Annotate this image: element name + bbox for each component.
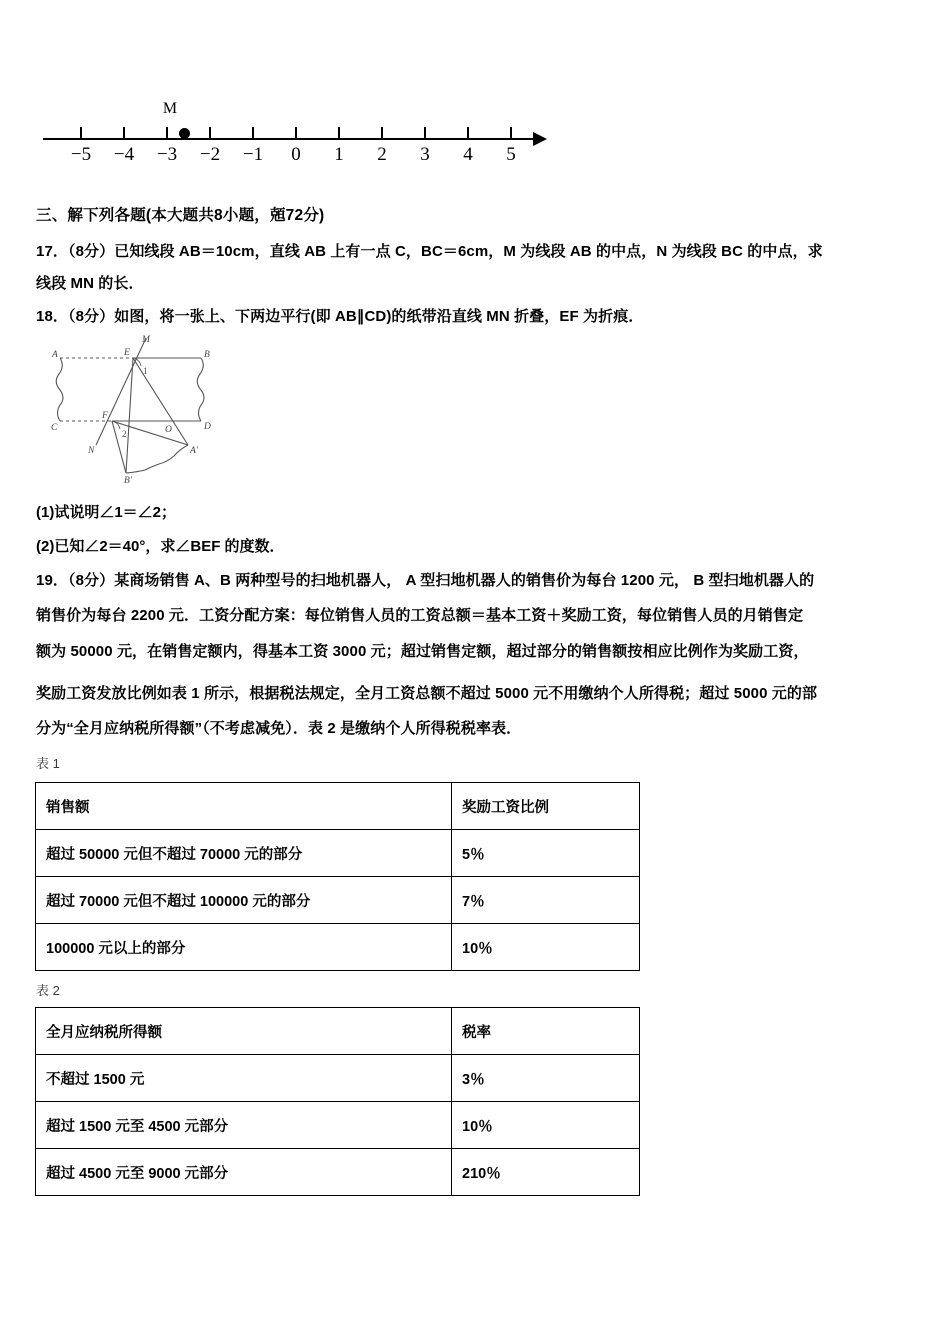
figure-label-angle-1: 1 (143, 366, 148, 376)
number-line-tick (467, 127, 469, 139)
table-2-cell-range: 超过 1500 元至 4500 元部分 (36, 1102, 452, 1149)
number-line-tick (123, 127, 125, 139)
question-17-line-2: 线段 MN 的长． (36, 275, 144, 292)
table-2 (35, 1007, 640, 1196)
table-row (36, 1149, 640, 1196)
table-row (36, 830, 640, 877)
table-1-cell-range: 超过 50000 元但不超过 70000 元的部分 (36, 830, 452, 877)
number-line-tick (424, 127, 426, 139)
table-2-cell-rate: 210％ (452, 1149, 640, 1196)
number-line-tick (381, 127, 383, 139)
figure-label-O: O (165, 425, 172, 435)
question-18-line-1: 18．（8分）如图，将一张上、下两边平行(即 AB∥CD)的纸带沿直线 MN 折叠，EF 为折痕． (36, 308, 644, 325)
number-line-axis (43, 138, 535, 140)
number-line-tick (209, 127, 211, 139)
table-2-cell-rate: 3％ (452, 1055, 640, 1102)
number-line-tick-label: −5 (70, 144, 92, 165)
table-row (36, 924, 640, 971)
table-1-header-bonus: 奖励工资比例 (452, 783, 640, 830)
question-18-sub-2: (2)已知∠2＝40°，求∠BEF 的度数． (36, 538, 285, 555)
figure-label-D: D (204, 422, 211, 432)
table-row (36, 1055, 640, 1102)
number-line-tick-label: −1 (242, 144, 264, 165)
table-2-header-rate: 税率 (452, 1008, 640, 1055)
figure-label-E: E (124, 348, 130, 358)
question-17-line-1: 17．（8分）已知线段 AB＝10cm，直线 AB 上有一点 C，BC＝6cm，M 为线段 AB 的中点，N 为线段 BC 的中点，求 (36, 243, 823, 260)
question-19-line-4: 奖励工资发放比例如表 1 所示，根据税法规定，全月工资总额不超过 5000 元不用缴纳个人所得税；超过 5000 元的部 (36, 685, 818, 702)
question-19-line-1: 19．（8分）某商场销售 A、B 两种型号的扫地机器人， A 型扫地机器人的销售价为每台 1200 元， B 型扫地机器人的 (36, 572, 815, 589)
table-1-cell-range: 100000 元以上的部分 (36, 924, 452, 971)
number-line-tick (80, 127, 82, 139)
figure-label-N: N (88, 446, 95, 456)
table-2-cell-range: 不超过 1500 元 (36, 1055, 452, 1102)
number-line-arrowhead-icon (533, 132, 547, 146)
figure-label-M: M (142, 335, 150, 345)
table-1-cell-rate: 5％ (452, 830, 640, 877)
table-1-header-sales: 销售额 (36, 783, 452, 830)
figure-label-F: F (102, 411, 108, 421)
figure-label-C: C (51, 423, 58, 433)
figure-label-angle-2: 2 (122, 429, 127, 439)
table-row (36, 1008, 640, 1055)
number-line-tick (295, 127, 297, 139)
figure-label-A-prime: A' (190, 446, 198, 456)
number-line-tick-label: 3 (420, 144, 430, 165)
number-line-tick (338, 127, 340, 139)
number-line-tick (166, 127, 168, 139)
number-line-tick-label: 5 (506, 144, 516, 165)
question-19-line-5: 分为“全月应纳税所得额”（不考虑减免）．表 2 是缴纳个人所得税税率表． (36, 720, 522, 737)
table-2-caption: 表 2 (36, 983, 60, 998)
number-line-tick (510, 127, 512, 139)
number-line-tick (252, 127, 254, 139)
question-19-line-3: 额为 50000 元，在销售定额内，得基本工资 3000 元；超过销售定额，超过部分的销售额按相应比例作为奖励工资， (36, 643, 809, 660)
table-1-cell-rate: 7％ (452, 877, 640, 924)
number-line-figure (35, 96, 555, 176)
number-line-tick-label: −4 (113, 144, 135, 165)
number-line-tick-label: 4 (463, 144, 473, 165)
table-1 (35, 782, 640, 971)
table-1-caption: 表 1 (36, 756, 60, 771)
question-18-figure (38, 333, 268, 488)
table-row (36, 1102, 640, 1149)
table-1-cell-rate: 10％ (452, 924, 640, 971)
table-2-cell-rate: 10％ (452, 1102, 640, 1149)
figure-label-B-prime: B' (124, 476, 132, 486)
section-heading: 三、解下列各题(本大题共8小题，兡72分) (36, 207, 325, 224)
number-line-tick-label: 0 (291, 144, 301, 165)
number-line-tick-label: 2 (377, 144, 387, 165)
table-1-cell-range: 超过 70000 元但不超过 100000 元的部分 (36, 877, 452, 924)
question-18-sub-1: (1)试说明∠1＝∠2； (36, 504, 177, 521)
number-line-point-m (179, 128, 190, 139)
question-19-line-2: 销售价为每台 2200 元．工资分配方案：每位销售人员的工资总额＝基本工资＋奖励工资，每位销售人员的月销售定 (36, 607, 804, 624)
number-line-point-label-m: M (162, 100, 178, 117)
table-row (36, 877, 640, 924)
figure-label-B: B (204, 350, 210, 360)
table-row (36, 783, 640, 830)
figure-label-A: A (52, 350, 58, 360)
number-line-tick-label: −2 (199, 144, 221, 165)
table-2-cell-range: 超过 4500 元至 9000 元部分 (36, 1149, 452, 1196)
table-2-header-income: 全月应纳税所得额 (36, 1008, 452, 1055)
number-line-tick-label: 1 (334, 144, 344, 165)
number-line-tick-label: −3 (156, 144, 178, 165)
